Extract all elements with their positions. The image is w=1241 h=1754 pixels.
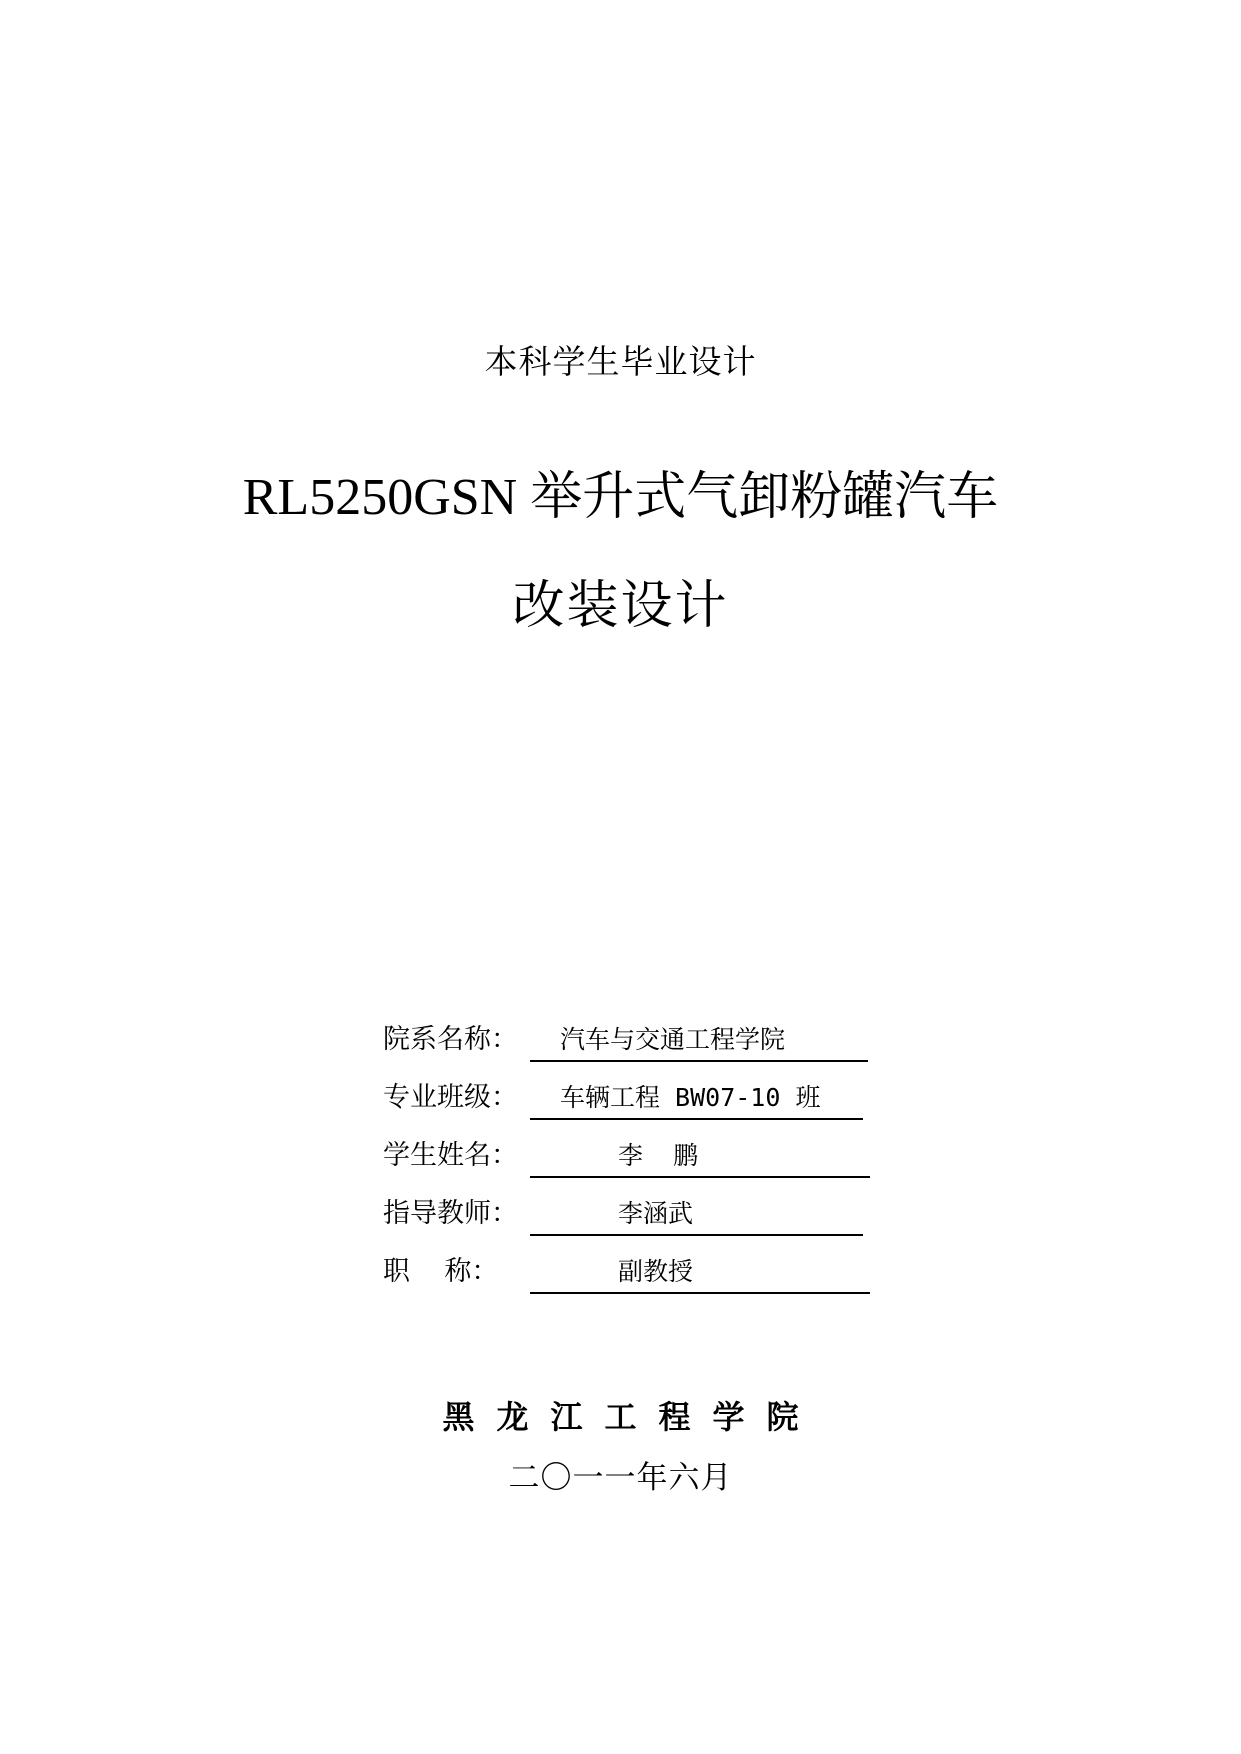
student-underline <box>530 1136 870 1178</box>
class-value: 车辆工程 BW07-10 班 <box>560 1083 821 1112</box>
department-underline <box>530 1020 868 1062</box>
academic-title-value: 副教授 <box>618 1257 694 1286</box>
advisor-underline <box>530 1194 863 1236</box>
submission-date: 二〇一一年六月 <box>508 1460 733 1496</box>
student-value: 李 鹏 <box>618 1141 699 1170</box>
student-label: 学生姓名： <box>383 1140 518 1171</box>
institution-name: 黑龙江工程学院 <box>442 1398 821 1436</box>
advisor-value: 李涵武 <box>618 1199 694 1228</box>
academic-title-underline <box>530 1252 870 1294</box>
thesis-title-line-1: RL5250GSN 举升式气卸粉罐汽车 <box>242 469 999 526</box>
info-row-department <box>383 1020 903 1064</box>
info-row-advisor <box>383 1194 903 1238</box>
info-row-class <box>383 1078 903 1122</box>
thesis-title-line-2: 改装设计 <box>512 576 729 636</box>
class-underline <box>530 1078 863 1120</box>
academic-title-label: 职 称： <box>383 1256 499 1287</box>
info-row-title <box>383 1252 903 1296</box>
cover-subtitle: 本科学生毕业设计 <box>484 342 757 381</box>
advisor-label: 指导教师： <box>383 1198 518 1229</box>
info-row-student <box>383 1136 903 1180</box>
department-label: 院系名称： <box>383 1024 518 1055</box>
class-label: 专业班级： <box>383 1082 518 1113</box>
department-value: 汽车与交通工程学院 <box>560 1025 786 1054</box>
